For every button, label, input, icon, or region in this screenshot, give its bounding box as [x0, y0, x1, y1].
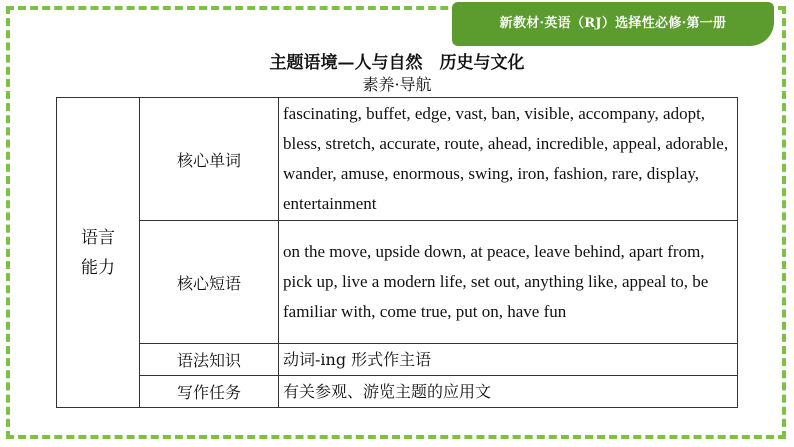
- row-content-core-words: fascinating, buffet, edge, vast, ban, visible, accompany, adopt, bless, stretch, accurate, route, ahead, incredible, appeal, adorable, wander, amuse, enormous, swing, iron, fashion, rare, display, entertainment: [279, 98, 738, 221]
- row-content-writing-task: 有关参观、游览主题的应用文: [279, 376, 738, 408]
- row-content-grammar: 动词-ing 形式作主语: [279, 344, 738, 376]
- book-banner: 新教材·英语（RJ）选择性必修·第一册: [452, 2, 774, 46]
- literacy-navigation-table: [56, 97, 738, 408]
- table-row: [57, 344, 738, 376]
- row-label-core-phrases: 核心短语: [140, 221, 279, 344]
- page-title: 主题语境—人与自然 历史与文化: [269, 53, 525, 73]
- row-label-core-words: 核心单词: [140, 98, 279, 221]
- table-row: [57, 376, 738, 408]
- table-row: [57, 98, 738, 221]
- language-ability-cell: [57, 98, 140, 408]
- row-label-grammar: 语法知识: [140, 344, 279, 376]
- row-label-writing-task: 写作任务: [140, 376, 279, 408]
- row-content-core-phrases: on the move, upside down, at peace, leave behind, apart from, pick up, live a modern life, set out, anything like, appeal to, be familiar with, come true, put on, have fun: [279, 221, 738, 344]
- page-subtitle: 素养·导航: [362, 75, 432, 94]
- category-label: 语言 能力: [81, 227, 115, 278]
- table-row: [57, 221, 738, 344]
